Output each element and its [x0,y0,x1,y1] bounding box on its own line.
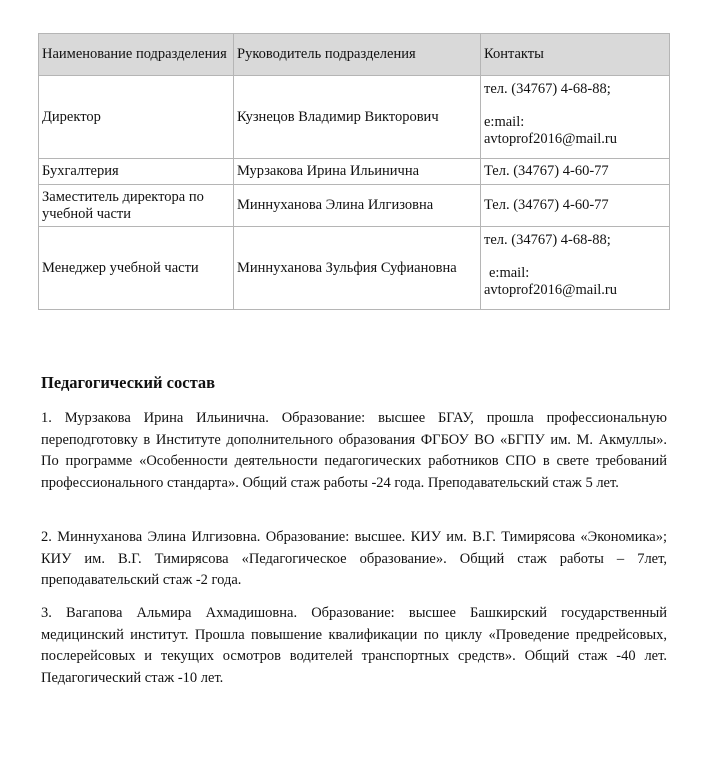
unit-cell: Директор [39,76,234,159]
phone-text: Тел. (34767) 4-60-77 [484,163,609,179]
document-body [38,33,669,310]
table-row [39,76,670,159]
bio-paragraph: 1. Мурзакова Ирина Ильинична. Образование: высшее БГАУ, прошла профессиональную переподготовку в Институте дополнительного образования ФГБОУ ВО «БГПУ им. М. Акмуллы». По программе «Особенности деятельности педагогических работников СПО в свете требований профессионального стандарта». Общий стаж работы -24 года. Преподавательский стаж 5 лет. [41,410,667,491]
head-cell: Мурзакова Ирина Ильинична [234,159,481,185]
unit-cell: Заместитель директора по учебной части [39,185,234,227]
phone-text: тел. (34767) 4-68-88; [484,232,611,248]
unit-cell: Бухгалтерия [39,159,234,185]
header-contacts: Контакты [481,34,670,76]
head-cell: Кузнецов Владимир Викторович [234,76,481,159]
bio-paragraph: 2. Миннуханова Элина Илгизовна. Образование: высшее. КИУ им. В.Г. Тимирясова «Экономика»; КИУ им. В.Г. Тимирясова «Педагогическое образование». Общий стаж работы – 7лет, преподавательский стаж -2 года. [41,529,667,588]
header-unit: Наименование подразделения [39,34,234,76]
contacts-cell [481,159,670,185]
phone-text: Тел. (34767) 4-60-77 [484,197,609,213]
contacts-cell [481,76,670,159]
bio-paragraph: 3. Вагапова Альмира Ахмадишовна. Образование: высшее Башкирский государственный медицинский институт. Прошла повышение квалификации по циклу «Проведение предрейсовых, послерейсовых и текущих осмотров водителей транспортных средств». Общий стаж -40 лет. Педагогический стаж -10 лет. [41,605,667,686]
unit-cell: Менеджер учебной части [39,227,234,310]
email-label: e:mail: [484,114,525,130]
contacts-cell [481,227,670,310]
header-head: Руководитель подразделения [234,34,481,76]
phone-text: тел. (34767) 4-68-88; [484,81,611,97]
contacts-cell [481,185,670,227]
table-row [39,159,670,185]
table-row [39,227,670,310]
head-cell: Миннуханова Зульфия Суфиановна [234,227,481,310]
section-title: Педагогический состав [41,373,216,392]
contacts-table [38,33,670,310]
table-row [39,185,670,227]
email-link[interactable]: avtoprof2016@mail.ru [484,131,617,147]
table-header-row [39,34,670,76]
email-link[interactable]: avtoprof2016@mail.ru [484,282,617,298]
email-label: e:mail: [489,265,530,281]
head-cell: Миннуханова Элина Илгизовна [234,185,481,227]
